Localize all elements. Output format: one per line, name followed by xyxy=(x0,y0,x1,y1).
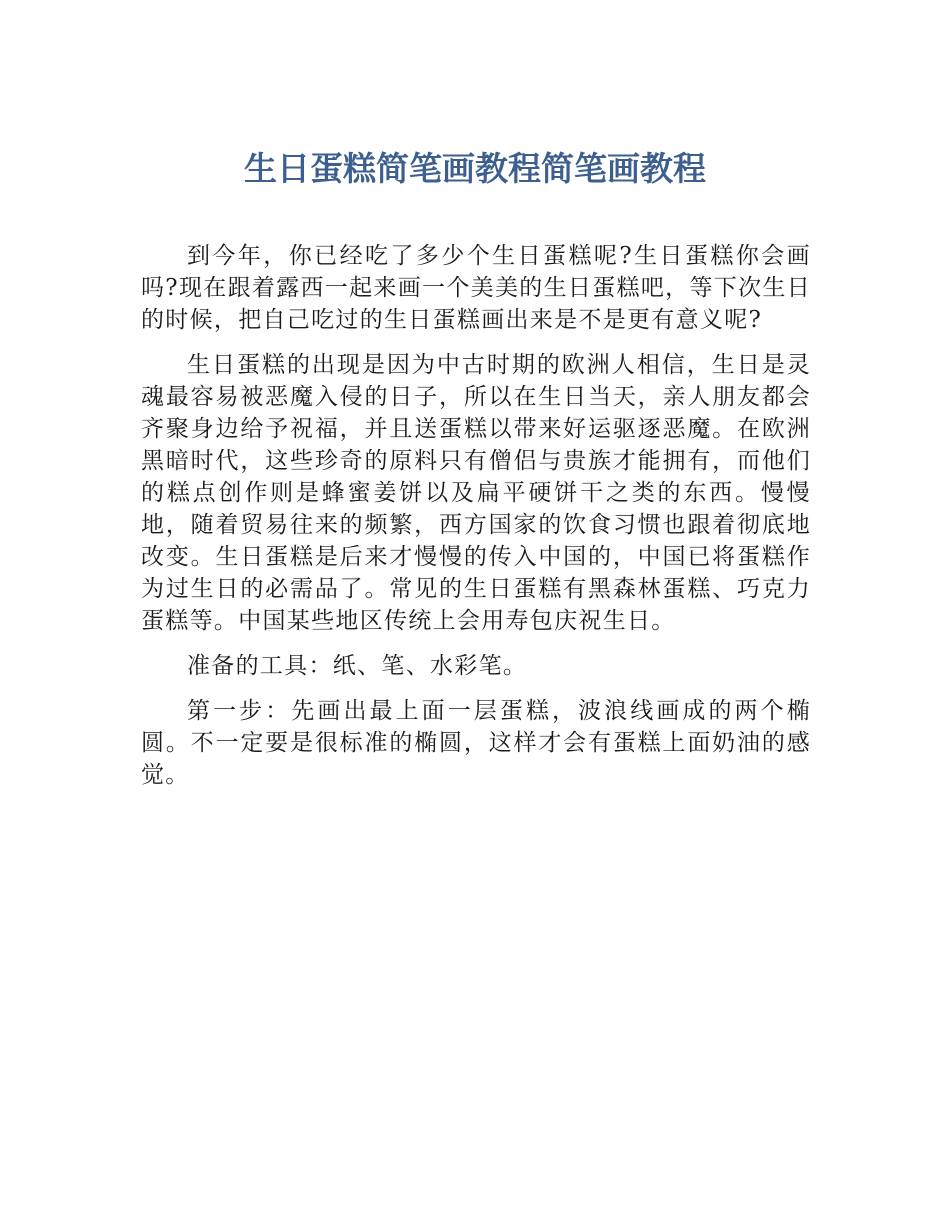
paragraph-tools: 准备的工具：纸、笔、水彩笔。 xyxy=(187,653,528,679)
paragraph-step-one: 第一步：先画出最上面一层蛋糕，波浪线画成的两个椭圆。不一定要是很标准的椭圆，这样才会有蛋糕上面奶油的感觉。 xyxy=(141,698,811,788)
paragraph-history: 生日蛋糕的出现是因为中古时期的欧洲人相信，生日是灵魂最容易被恶魔入侵的日子，所以在生日当天，亲人朋友都会齐聚身边给予祝福，并且送蛋糕以带来好运驱逐恶魔。在欧洲黑暗时代，这些珍奇的原料只有僧侣与贵族才能拥有，而他们的糕点创作则是蜂蜜姜饼以及扁平硬饼干之类的东西。慢慢地，随着贸易往来的频繁，西方国家的饮食习惯也跟着彻底地改变。生日蛋糕是后来才慢慢的传入中国的，中国已将蛋糕作为过生日的必需品了。常见的生日蛋糕有黑森林蛋糕、巧克力蛋糕等。中国某些地区传统上会用寿包庆祝生日。 xyxy=(141,352,811,634)
paragraph-intro: 到今年，你已经吃了多少个生日蛋糕呢?生日蛋糕你会画吗?现在跟着露西一起来画一个美美的生日蛋糕吧，等下次生日的时候，把自己吃过的生日蛋糕画出来是不是更有意义呢? xyxy=(141,243,811,333)
document-body xyxy=(141,240,811,804)
document-title: 生日蛋糕简笔画教程简笔画教程 xyxy=(244,149,706,188)
